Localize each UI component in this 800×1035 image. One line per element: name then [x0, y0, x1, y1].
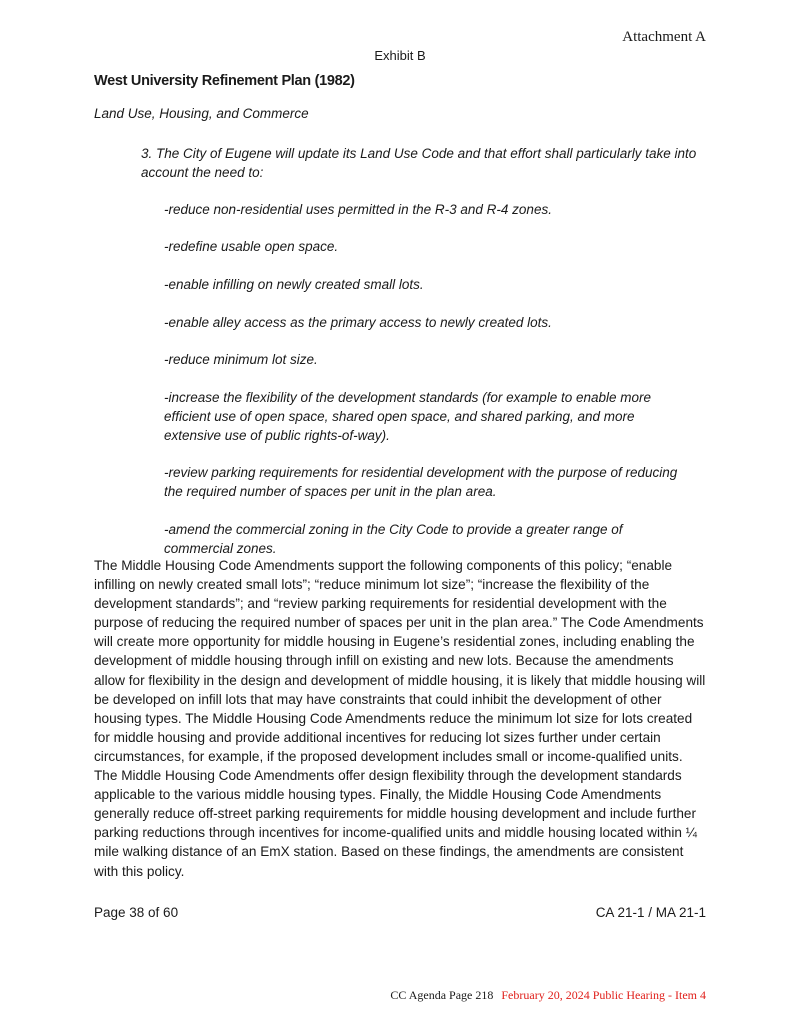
agenda-page: CC Agenda Page 218	[390, 988, 494, 1002]
page-number: Page 38 of 60	[94, 905, 179, 920]
section-title: West University Refinement Plan (1982)	[94, 73, 355, 89]
agenda-footer	[390, 988, 706, 1003]
policy-item: -enable alley access as the primary access to newly created lots.	[164, 315, 552, 330]
policy-statement: 3. The City of Eugene will update its Land Use Code and that effort shall particularly take into account the need to:	[141, 146, 697, 180]
policy-item: -reduce non-residential uses permitted in the R-3 and R-4 zones.	[164, 202, 552, 217]
hearing-label: February 20, 2024 Public Hearing - Item 4	[501, 988, 706, 1002]
policy-item: -redefine usable open space.	[164, 239, 339, 254]
findings-paragraph: The Middle Housing Code Amendments support the following components of this policy; “enable infilling on newly created small lots”; “reduce minimum lot size”; “increase the flexibility of the development standards”; and “review parking requirements for residential development with the purpose of reducing the required number of spaces per unit in the plan area.” The Code Amendments will create more opportunity for middle housing in Eugene’s residential zones, including enabling the development of middle housing through infill on existing and new lots. Because the amendments allow for flexibility in the design and development of middle housing, it is likely that middle housing will be developed on infill lots that may have constraints that could inhibit the development of other housing types. The Middle Housing Code Amendments reduce the minimum lot size for lots created for middle housing and provide additional incentives for reducing lot sizes further under certain circumstances, for example, if the proposed development includes small or income-qualified units. The Middle Housing Code Amendments offer design flexibility through the development standards applicable to the various middle housing types. Finally, the Middle Housing Code Amendments generally reduce off-street parking requirements for middle housing development and include further parking reductions through incentives for income-qualified units and middle housing located within ¼ mile walking distance of an EmX station. Based on these findings, the amendments are consistent with this policy.	[94, 558, 706, 879]
policy-item: -reduce minimum lot size.	[164, 352, 318, 367]
policy-item: -enable infilling on newly created small lots.	[164, 277, 424, 292]
policy-item: -review parking requirements for residential development with the purpose of reducing the required number of spaces per unit in the plan area.	[164, 465, 678, 499]
policy-item: -increase the flexibility of the development standards (for example to enable more efficient use of open space, shared open space, and shared parking, and more extensive use of public rights-of-way).	[164, 390, 652, 443]
section-subtitle: Land Use, Housing, and Commerce	[94, 106, 309, 121]
exhibit-label: Exhibit B	[374, 48, 426, 63]
case-number: CA 21-1 / MA 21-1	[595, 905, 706, 920]
policy-item: -amend the commercial zoning in the City Code to provide a greater range of commercial zones.	[164, 522, 623, 556]
attachment-label: Attachment A	[622, 29, 706, 45]
